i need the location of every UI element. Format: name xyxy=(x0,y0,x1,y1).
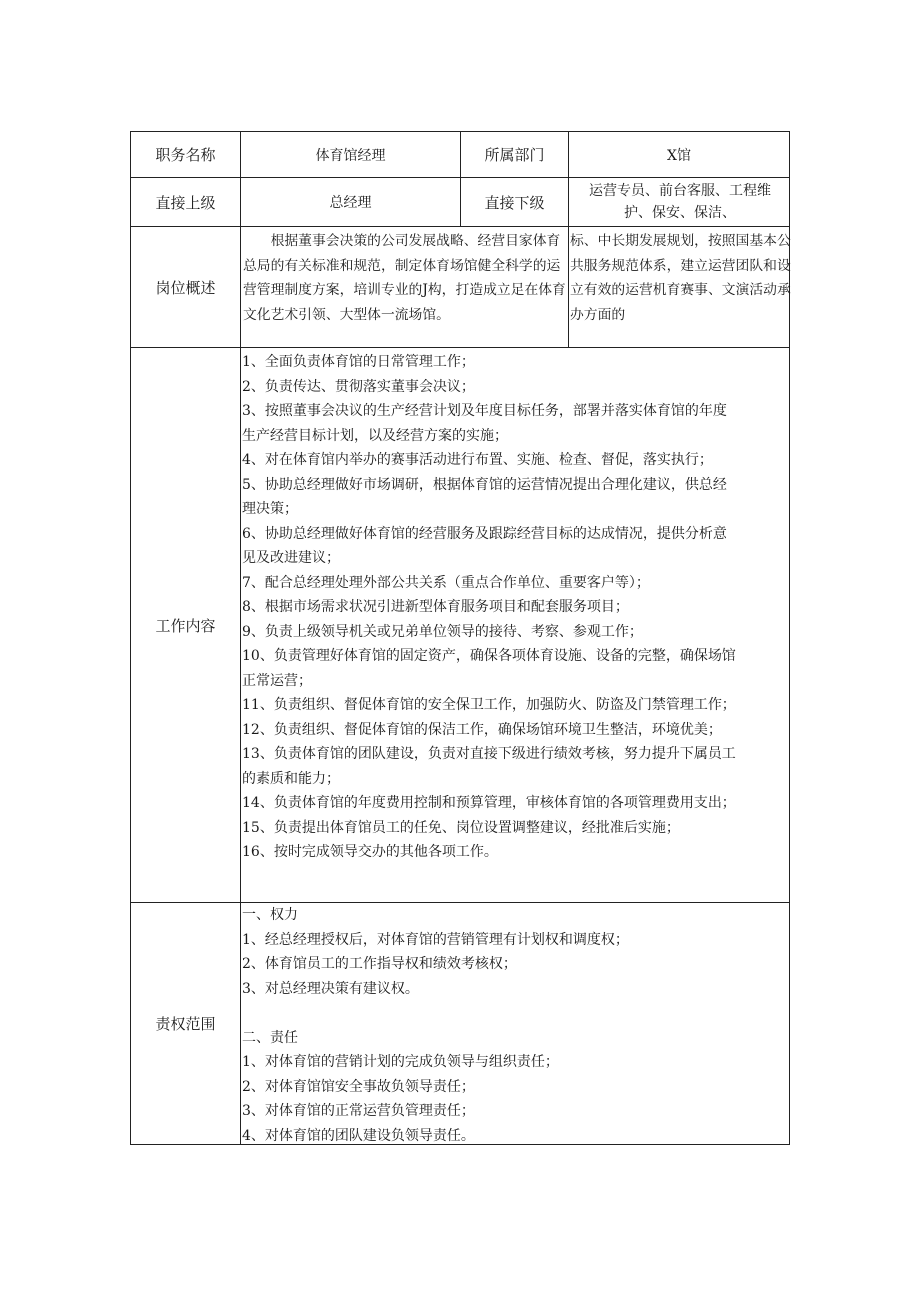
table-border-bottom xyxy=(130,1144,790,1145)
authority-label: 责权范围 xyxy=(155,1015,216,1033)
superior-value: 总经理 xyxy=(329,195,372,211)
authority-line: 1、经总经理授权后，对体育馆的营销管理有计划权和调度权； xyxy=(242,931,629,948)
duty-line: 13、负责体育馆的团队建设，负责对直接下级进行绩效考核，努力提升下属员工 xyxy=(242,746,736,762)
authority-line: 一、权力 xyxy=(242,907,298,923)
duty-line: 9、负责上级领导机关或兄弟单位领导的接待、考察、参观工作； xyxy=(242,623,643,640)
duties-list xyxy=(242,350,792,900)
duty-line: 7、配合总经理处理外部公共关系（重点合作单位、重要客户等）； xyxy=(242,574,650,591)
authority-line: 二、责任 xyxy=(242,1029,298,1046)
superior-label: 直接上级 xyxy=(155,193,216,212)
duty-line: 11、负责组织、督促体育馆的安全保卫工作，加强防火、防盗及门禁管理工作； xyxy=(242,697,736,713)
duty-line: 4、对在体育馆内举办的赛事活动进行布置、实施、检查、督促，落实执行； xyxy=(242,452,713,468)
duty-line: 6、协助总经理做好体育馆的经营服务及跟踪经营目标的达成情况，提供分析意 xyxy=(242,525,727,542)
overview-label: 岗位概述 xyxy=(155,278,216,297)
duty-line: 5、协助总经理做好市场调研，根据体育馆的运营情况提出合理化建议，供总经 xyxy=(242,476,727,493)
authority-line: 4、对体育馆的团队建设负领导责任。 xyxy=(242,1127,475,1144)
duty-line: 3、按照董事会决议的生产经营计划及年度目标任务，部署并落实体育馆的年度 xyxy=(242,403,727,419)
duty-line: 的素质和能力； xyxy=(242,770,340,787)
authority-line: 2、对体育馆馆安全事故负领导责任； xyxy=(242,1078,475,1095)
authority-line: 3、对体育馆的正常运营负管理责任； xyxy=(242,1103,475,1119)
department-value: X馆 xyxy=(667,147,691,164)
authority-line: 1、对体育馆的营销计划的完成负领导与组织责任； xyxy=(242,1054,559,1070)
title-label: 职务名称 xyxy=(155,146,216,164)
duty-line: 12、负责组织、督促体育馆的保洁工作，确保场馆环境卫生整洁，环境优美； xyxy=(242,721,722,738)
overview-text-left: 根据董事会决策的公司发展战略、经营目家体育总局的有关标准和规范，制定体育场馆健全科学的运营管理制度方案，培训专业的J构，打造成立足在体育文化艺术引领、大型体一流场馆。 xyxy=(243,233,566,323)
duty-line: 16、按时完成领导交办的其他各项工作。 xyxy=(242,844,498,860)
overview-text-right: 标、中长期发展规划，按照国基本公共服务规范体系，建立运营团队和设立有效的运营机育赛事、文演活动承办方面的 xyxy=(570,233,791,323)
duty-line: 生产经营目标计划，以及经营方案的实施； xyxy=(242,427,508,444)
duty-line: 2、负责传达、贯彻落实董事会决议； xyxy=(242,378,475,395)
duty-line: 见及改进建议； xyxy=(242,550,340,566)
duties-label: 工作内容 xyxy=(155,616,216,635)
title-value: 体育馆经理 xyxy=(315,147,386,164)
duty-line: 8、根据市场需求状况引进新型体育服务项目和配套服务项目； xyxy=(242,599,629,615)
duty-line: 正常运营； xyxy=(242,672,312,689)
authority-line xyxy=(242,1001,788,1026)
duty-line: 15、负责提出体育馆员工的任免、岗位设置调整建议，经批准后实施； xyxy=(242,819,680,836)
duty-line: 1、全面负责体育馆的日常管理工作； xyxy=(242,354,475,370)
duty-line: 14、负责体育馆的年度费用控制和预算管理，审核体育馆的各项管理费用支出； xyxy=(242,795,736,811)
subordinate-value: 运营专员、前台客服、工程维护、保安、保洁、 xyxy=(589,183,771,221)
duty-line: 理决策； xyxy=(242,501,298,517)
duty-line: 10、负责管理好体育馆的固定资产，确保各项体育设施、设备的完整，确保场馆 xyxy=(242,648,736,664)
subordinate-label: 直接下级 xyxy=(484,193,545,212)
authority-list xyxy=(242,903,788,1144)
authority-line: 2、体育馆员工的工作指导权和绩效考核权； xyxy=(242,956,517,972)
department-label: 所属部门 xyxy=(484,146,545,164)
label-column-divider xyxy=(240,131,241,1145)
authority-line: 3、对总经理决策有建议权。 xyxy=(242,980,419,997)
